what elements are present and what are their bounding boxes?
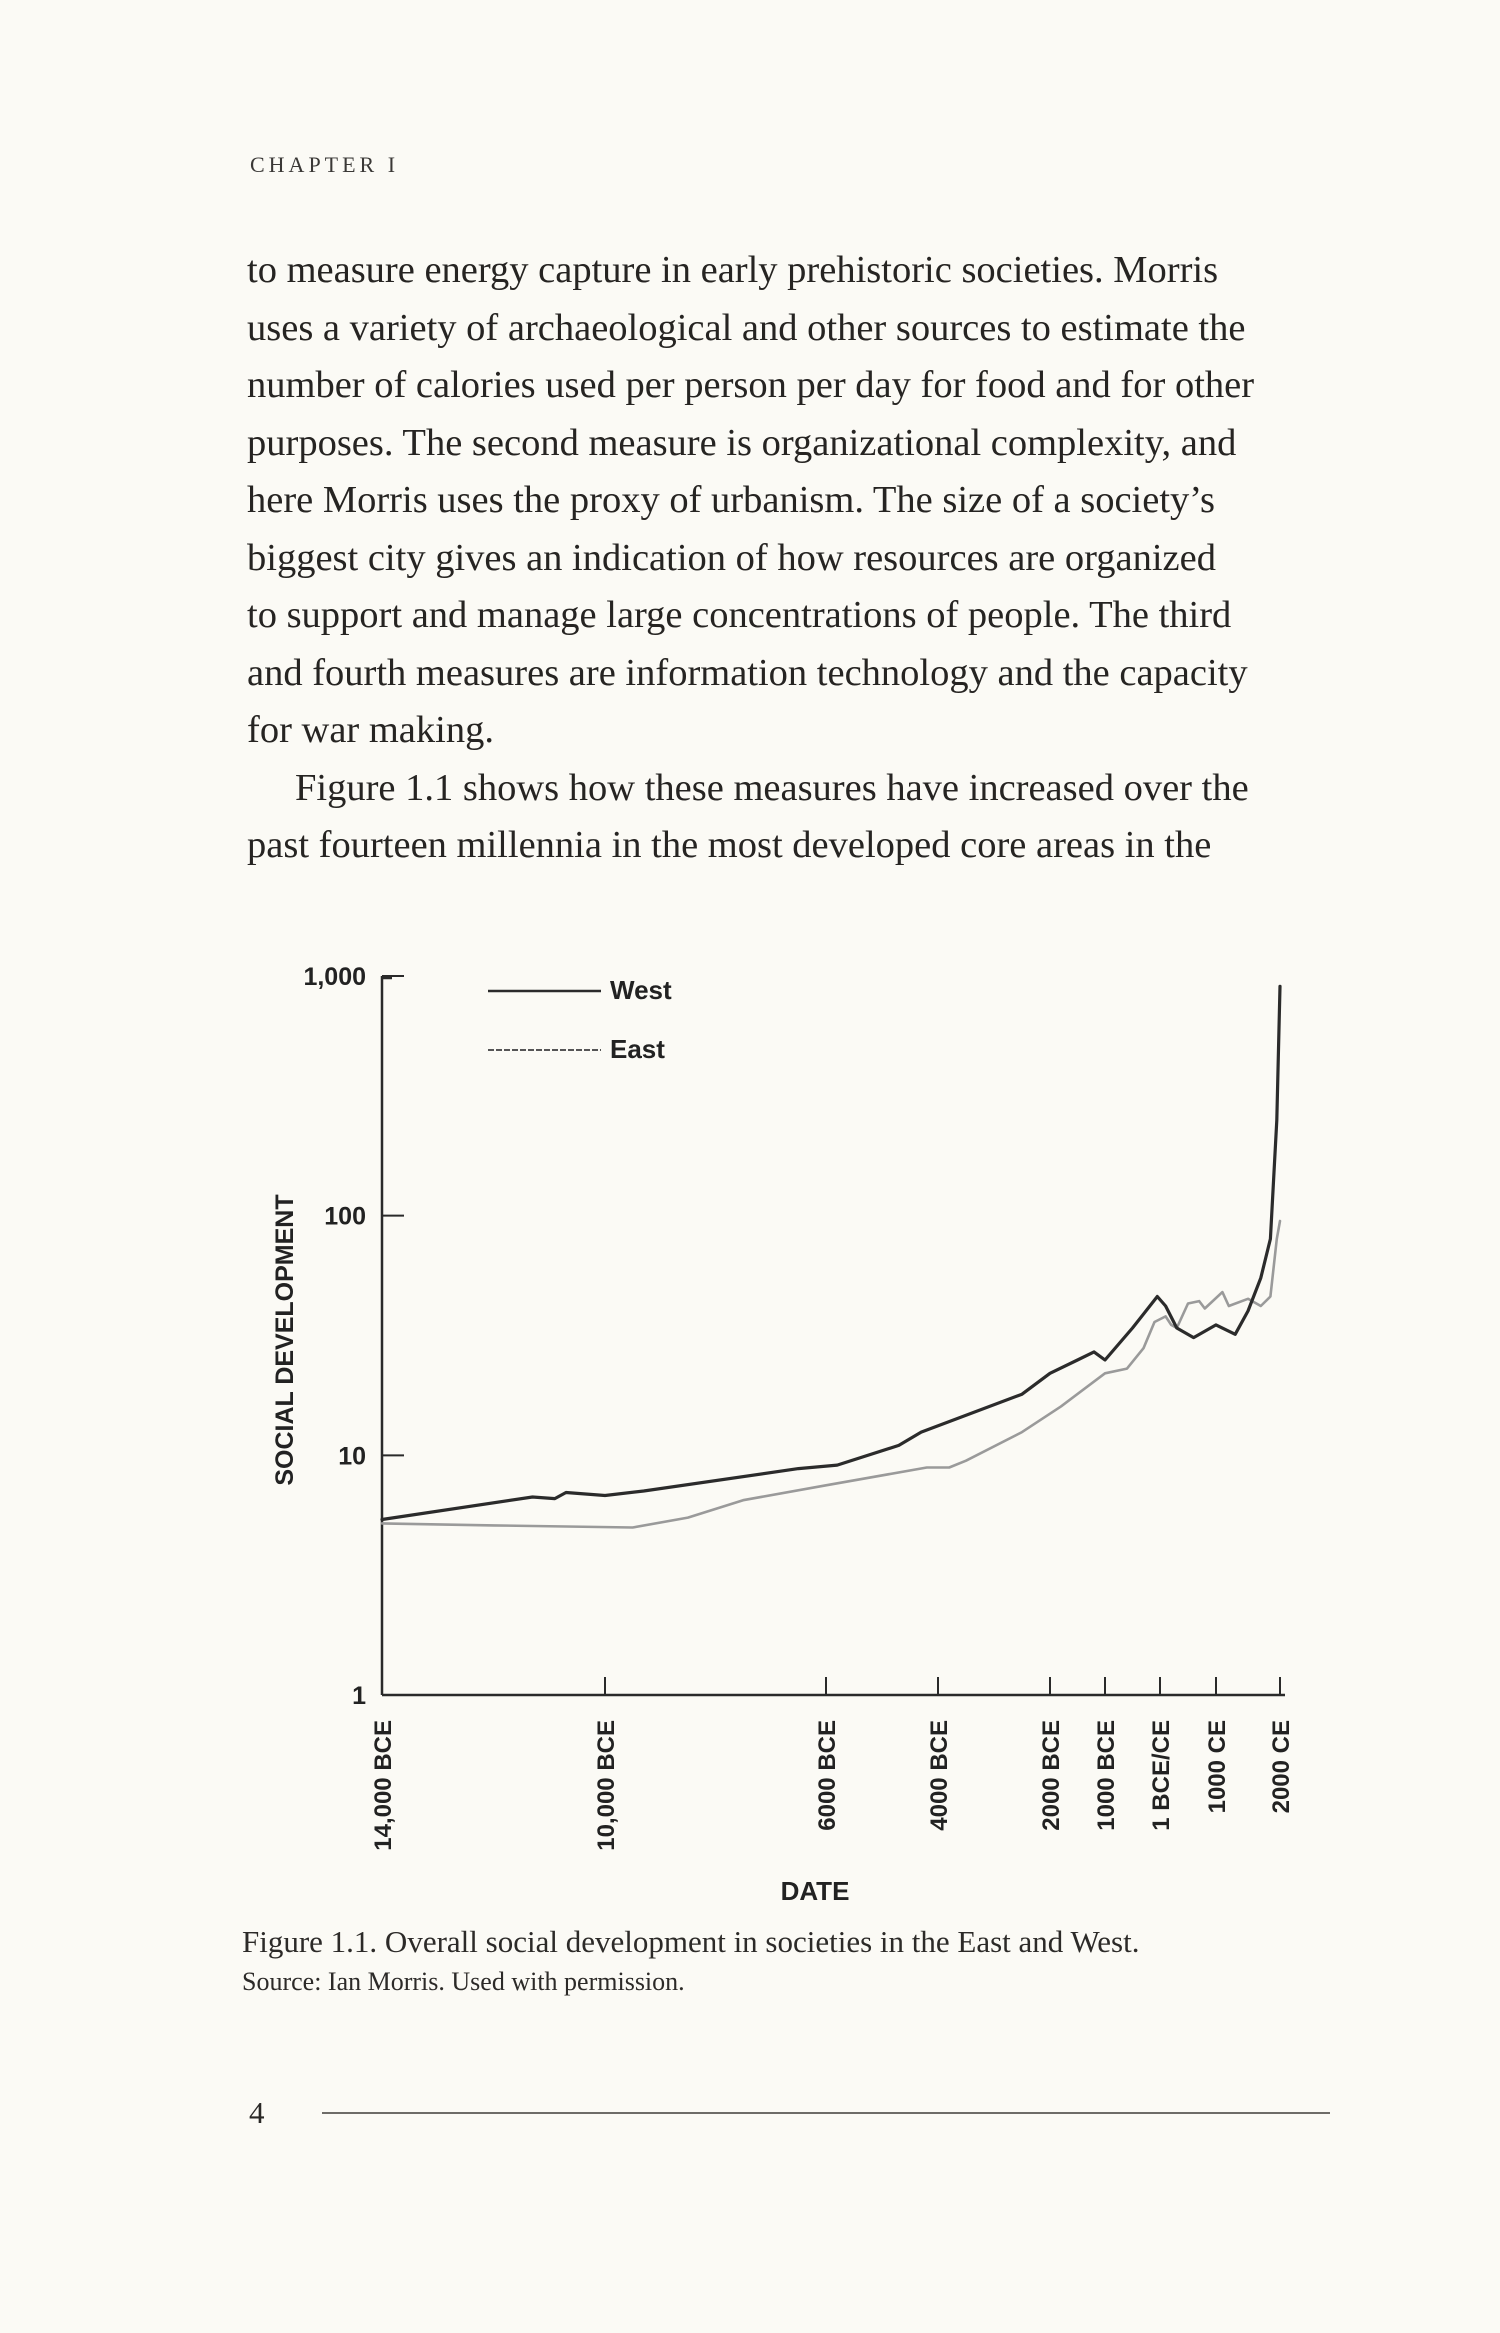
y-tick-label: 1,000 [303, 963, 366, 991]
series-line-west [382, 986, 1280, 1519]
body-line: and fourth measures are information technology and the capacity [247, 651, 1248, 694]
body-line: purposes. The second measure is organizational complexity, and [247, 421, 1237, 464]
x-tick-label: 4000 BCE [926, 1720, 953, 1831]
body-line: here Morris uses the proxy of urbanism. The size of a society’s [247, 479, 1215, 521]
y-axis [382, 976, 392, 1695]
body-line: to support and manage large concentrations of people. The third [247, 594, 1232, 636]
x-axis-title: DATE [780, 1876, 850, 1906]
x-tick-label: 10,000 BCE [593, 1720, 620, 1851]
x-tick-label: 6000 BCE [814, 1720, 841, 1831]
y-axis-title: SOCIAL DEVELOPMENT [271, 1194, 299, 1486]
body-line: number of calories used per person per day for food and for other [247, 364, 1255, 406]
page-number: 4 [249, 2095, 265, 2130]
running-head: CHAPTER I [250, 152, 400, 177]
series-line-east [382, 1221, 1280, 1528]
x-ticks [370, 1677, 1295, 1851]
x-tick-label: 1000 BCE [1093, 1720, 1120, 1831]
y-tick-label: 100 [324, 1202, 366, 1231]
body-line: biggest city gives an indication of how resources are organized [247, 536, 1216, 579]
y-ticks [303, 963, 404, 1710]
figure-caption [242, 1922, 1362, 2002]
legend-label-east: East [610, 1034, 665, 1064]
footer-rule [322, 2112, 1330, 2114]
body-line: past fourteen millennia in the most developed core areas in the [247, 824, 1212, 866]
y-tick-label: 1 [352, 1682, 366, 1710]
x-tick-label: 2000 BCE [1038, 1720, 1065, 1831]
body-line: uses a variety of archaeological and other sources to estimate the [247, 306, 1246, 349]
body-line: for war making. [247, 709, 494, 751]
x-tick-label: 2000 CE [1268, 1720, 1295, 1814]
series [382, 986, 1280, 1527]
x-tick-label: 1 BCE/CE [1148, 1720, 1175, 1831]
body-line: Figure 1.1 shows how these measures have increased over the [295, 766, 1249, 809]
x-tick-label: 1000 CE [1204, 1720, 1231, 1814]
body-line: to measure energy capture in early prehistoric societies. Morris [247, 249, 1219, 291]
y-tick-label: 10 [338, 1442, 366, 1471]
legend [488, 975, 672, 1064]
x-tick-label: 14,000 BCE [370, 1720, 397, 1851]
legend-label-west: West [610, 975, 672, 1005]
caption-source: Source: Ian Morris. Used with permission. [242, 1967, 685, 1996]
caption-text: Figure 1.1. Overall social development in societies in the East and West. [242, 1924, 1140, 1959]
